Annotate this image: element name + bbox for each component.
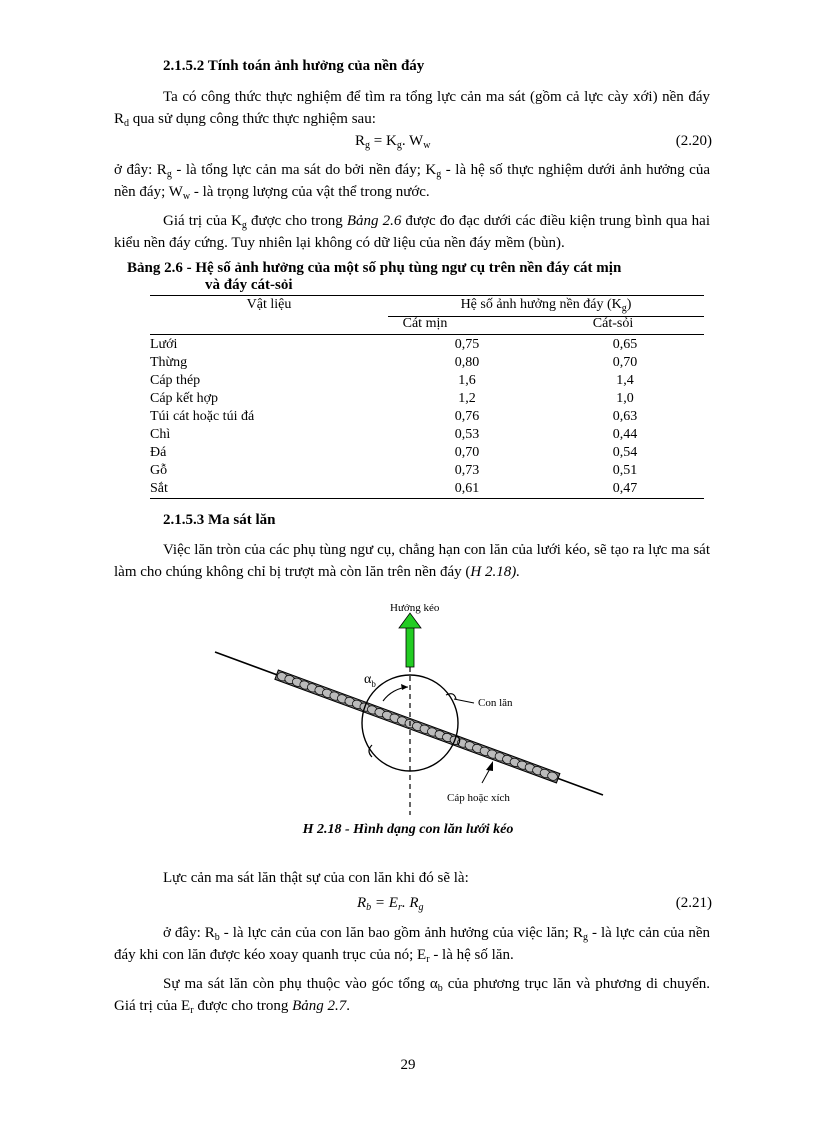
figure-roller-diagram <box>210 595 610 815</box>
cell-material: Thừng <box>150 355 188 370</box>
cell-material: Sắt <box>150 481 168 496</box>
paragraph-definitions-2-21: ở đây: $R_b$ - là lực cản của con lăn bao gồm ảnh hưởng của việc lăn; $R_g$ - là lực cản của nền đáy khi con lăn được kéo xoay quanh trục của nó; $E_r$ - là hệ số lăn. <box>114 925 710 965</box>
table-top-rule <box>150 295 704 296</box>
table-row <box>150 444 704 462</box>
cell-fine-sand: 0,76 <box>454 409 480 424</box>
label-roller: Con lăn <box>478 697 513 709</box>
cell-material: Cáp thép <box>150 373 201 388</box>
table-header-rule <box>150 334 704 335</box>
cell-fine-sand: 0,53 <box>454 427 480 442</box>
cell-sand-gravel: 0,44 <box>612 427 638 442</box>
cell-sand-gravel: 0,54 <box>612 445 638 460</box>
section-heading-2-1-5-3: 2.1.5.3 Ma sát lăn <box>163 512 276 528</box>
section-heading-2-1-5-2: 2.1.5.2 Tính toán ảnh hưởng của nền đáy <box>163 58 425 74</box>
table-row <box>150 372 704 390</box>
table-coefficients <box>150 336 704 498</box>
figure-caption: H 2.18 - Hình dạng con lăn lưới kéo <box>302 822 514 837</box>
table-row <box>150 462 704 480</box>
table-row <box>150 480 704 498</box>
cell-material: Chì <box>150 427 171 442</box>
table-header-material: Vật liệu <box>246 297 292 312</box>
cell-material: Túi cát hoặc túi đá <box>150 409 255 424</box>
cell-sand-gravel: 0,63 <box>612 409 638 424</box>
cell-sand-gravel: 0,47 <box>612 481 638 496</box>
pull-direction-arrow <box>399 613 421 667</box>
cell-sand-gravel: 0,51 <box>612 463 638 478</box>
page-number: 29 <box>400 1057 416 1073</box>
cell-fine-sand: 0,70 <box>454 445 480 460</box>
cell-fine-sand: 0,80 <box>454 355 480 370</box>
cell-material: Lưới <box>150 337 178 352</box>
paragraph-rolling-intro: Việc lăn tròn của các phụ tùng ngư cụ, chẳng hạn con lăn của lưới kéo, sẽ tạo ra lực ma sát làm cho chúng không chỉ bị trượt mà còn lăn trên nền đáy (H 2.18). <box>114 542 710 580</box>
cell-fine-sand: 0,73 <box>454 463 480 478</box>
table-row <box>150 390 704 408</box>
cell-fine-sand: 1,6 <box>458 373 476 388</box>
alpha-angle-arc <box>383 687 408 701</box>
label-cable-chain: Cáp hoặc xích <box>447 792 510 804</box>
equation-number-2-21: (2.21) <box>675 895 712 911</box>
equation-2-21: $R_b = E_r$. $R_g$ <box>357 895 424 913</box>
cell-sand-gravel: 1,0 <box>616 391 634 406</box>
equation-number-2-20: (2.20) <box>675 133 712 149</box>
paragraph-kg-values: Giá trị của $K_g$ được cho trong Bảng 2.6 được đo đạc dưới các điều kiện trung bình qua hai kiểu nền đáy cứng. Tuy nhiên lại không có dữ liệu của nền đáy mềm (bùn). <box>114 213 711 251</box>
table-row <box>150 408 704 426</box>
table-row <box>150 426 704 444</box>
cell-material: Cáp kết hợp <box>150 391 219 406</box>
cell-material: Gỗ <box>150 463 168 478</box>
cell-sand-gravel: 0,65 <box>612 337 638 352</box>
table-header-sand-gravel: Cát-sỏi <box>592 316 634 331</box>
table-row <box>150 336 704 354</box>
paragraph-er-values: Sự ma sát lăn còn phụ thuộc vào góc tổng $\alpha_b$ của phương trục lăn và phương di chuyển. Giá trị của $E_r$ được cho trong Bảng 2.7. <box>114 976 710 1016</box>
cell-fine-sand: 0,75 <box>454 337 480 352</box>
cell-fine-sand: 0,61 <box>454 481 480 496</box>
cell-sand-gravel: 1,4 <box>616 373 634 388</box>
cell-material: Đá <box>150 445 167 460</box>
paragraph-formula-intro: Ta có công thức thực nghiệm để tìm ra tổng lực cản ma sát (gồm cả lực cày xới) nền đáy $R_d$ qua sử dụng công thức thực nghiệm sau: <box>114 89 710 129</box>
cell-sand-gravel: 0,70 <box>612 355 638 370</box>
table-row <box>150 354 704 372</box>
table-bottom-rule <box>150 498 704 499</box>
label-pull-direction: Hướng kéo <box>390 602 440 614</box>
paragraph-rolling-force: Lực cản ma sát lăn thật sự của con lăn khi đó sẽ là: <box>163 870 469 886</box>
table-caption: Bảng 2.6 - Hệ số ảnh hưởng của một số phụ tùng ngư cụ trên nền đáy cát mịn và đáy cát-sỏi <box>127 260 622 293</box>
paragraph-definitions-2-20: ở đây: $R_g$ - là tổng lực cản ma sát do bởi nền đáy; $K_g$ - là hệ số thực nghiệm dưới ảnh hưởng của nền đáy; $W_w$ - là trọng lượng của vật thể trong nước. <box>114 162 710 202</box>
equation-2-20: $R_g = K_g$. $W_w$ <box>355 133 431 151</box>
label-alpha: $\alpha_b$ <box>364 672 376 689</box>
chain-band <box>275 670 560 783</box>
cell-fine-sand: 1,2 <box>458 391 476 406</box>
table-header-group: Hệ số ảnh hưởng nền đáy $(K_g)$ <box>460 297 632 314</box>
table-header-fine-sand: Cát mịn <box>402 316 448 331</box>
